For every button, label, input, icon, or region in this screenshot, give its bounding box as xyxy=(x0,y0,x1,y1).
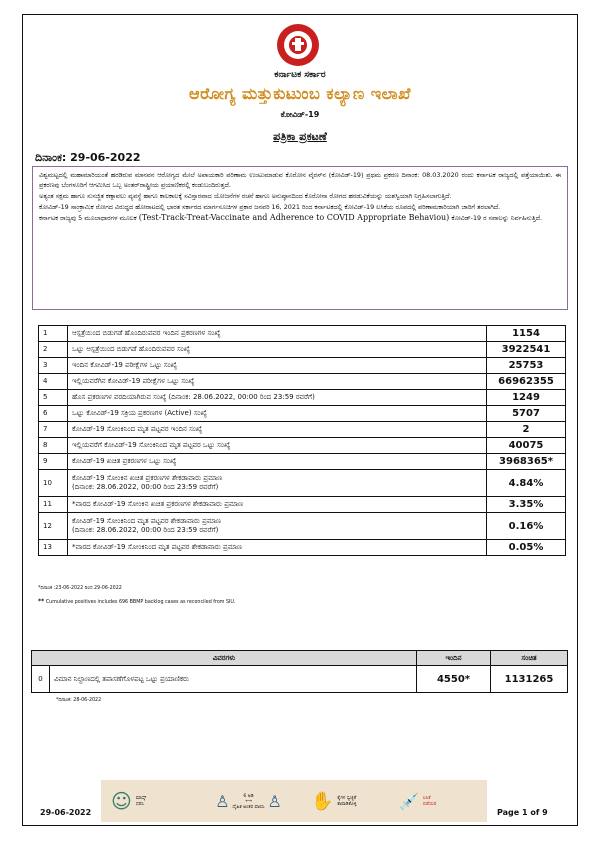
stats-row-value: 5707 xyxy=(487,406,566,422)
stats-row-number: 9 xyxy=(39,454,68,470)
stats-label-line-2: (ದಿನಾಂಕ: 28.06.2022, 00:00 ರಿಂದ 23:59 ರವರೆಗೆ) xyxy=(72,483,219,491)
summary-row-cumulative: 1131265 xyxy=(491,666,568,693)
stats-row-label xyxy=(68,422,487,438)
summary-row-today: 4550* xyxy=(417,666,491,693)
stats-row-label xyxy=(68,342,487,358)
stats-row-label xyxy=(68,513,487,540)
stats-row-label xyxy=(68,326,487,342)
department-title: ಆರೋಗ್ಯ ಮತ್ತುಕುಟುಂಬ ಕಲ್ಯಾಣ ಇಲಾಖೆ xyxy=(189,84,411,103)
karnataka-emblem-logo xyxy=(272,22,324,68)
weekly-footnote: *ದಿನಾಂಕ :23-06-2022 ರಿಂದ 29-06-2022 xyxy=(38,586,122,591)
stats-row xyxy=(39,422,566,438)
banner-distance-bottom: ದೈಹಿಕ ಅಂತರ ಪಾಲಿಸಿ xyxy=(232,804,265,810)
stats-row-number: 2 xyxy=(39,342,68,358)
stats-row xyxy=(39,470,566,497)
stats-row xyxy=(39,513,566,540)
stats-row-label xyxy=(68,454,487,470)
footnote-mark: ** xyxy=(38,598,45,605)
stats-label-line-1: ಒಟ್ಟು ಆಸ್ಪತ್ರೆಯಿಂದ ಬಿಡುಗಡೆ ಹೊಂದಿರುವವರ ಸಂಖ್ಯೆ xyxy=(72,345,191,353)
stats-row-value: 66962355 xyxy=(487,374,566,390)
stats-row-number: 8 xyxy=(39,438,68,454)
stats-row-number: 4 xyxy=(39,374,68,390)
stats-row-value: 2 xyxy=(487,422,566,438)
stats-label-line-1: ಇಲ್ಲಿಯವರೆಗೆ ಕೋವಿಡ್-19 ಸೋಂಕಿನಿಂದ ಮೃತ ಪಟ್ಟವರ ಒಟ್ಟು ಸಂಖ್ಯೆ xyxy=(72,441,231,449)
intro-paragraph-3: ಕೋವಿಡ್-19 ಸಾಂಕ್ರಾಮಿಕ ರೋಗದ ವಿರುದ್ಧದ ಹೋರಾಟದಲ್ಲಿ ಭಾರತ ಸರ್ಕಾರದ ಮಾರ್ಗಸೂಚಿಗಳ ಪ್ರಕಾರ ಜನವರಿ 16, 2021 ರಿಂದ ಕರ್ನಾಟಕದಲ್ಲಿ ಕೋವಿಡ್-19 ಲಸಿಕೆಯ ರೂಪದಲ್ಲಿ ಪರಿಣಾಮಕಾರಿಯಾಗಿ ಜಾರಿಗೆ ತರಲಾಗಿದೆ. xyxy=(39,203,501,211)
covid-subtitle: ಕೋವಿಡ್-19 xyxy=(280,110,320,119)
stats-row-number: 3 xyxy=(39,358,68,374)
intro-paragraph-2: ಅತ್ಯಂತ ಸಕ್ಷಮ ಹಾಗೂ ಸುಸಜ್ಜಿತ ಕಣ್ಗಾವಲು ವ್ಯವಸ್ಥೆ ಹಾಗೂ ಕಾಲಕಾಲಕ್ಕೆ ಸವಿಸ್ತಾರವಾದ ಯೋಜನೆಗಳ ರಚನೆ ಹಾಗೂ ಅನುಷ್ಠಾನದಿಂದ ಕೊರೋನಾ ರೋಗದ ಹರಡುವಿಕೆಯನ್ನು ಯಶಸ್ವಿಯಾಗಿ ನಿಗ್ರಹಿಸಲಾಗುತ್ತಿದೆ. xyxy=(39,192,452,200)
page-current: 1 xyxy=(521,808,528,817)
stats-row-value: 1154 xyxy=(487,326,566,342)
stats-row xyxy=(39,454,566,470)
stats-row xyxy=(39,342,566,358)
stats-row-value: 3922541 xyxy=(487,342,566,358)
stats-row-value: 40075 xyxy=(487,438,566,454)
vaccine-icon: 💉 xyxy=(399,791,419,811)
stats-row-number: 1 xyxy=(39,326,68,342)
stats-row-label xyxy=(68,406,487,422)
stats-row-value: 3.35% xyxy=(487,497,566,513)
stats-row xyxy=(39,374,566,390)
stats-row-value: 4.84% xyxy=(487,470,566,497)
footnote-text: Cumulative positives includes 696 BBMP backlog cases as reconciled from SIU. xyxy=(45,600,236,605)
intro-box xyxy=(32,166,568,310)
banner-hands-bottom: ಕಾಪಾಡಿಕೊಳ್ಳಿ xyxy=(337,802,357,807)
banner-hands-top: ಕೈಗಳ ಸ್ವಚ್ಛತೆ xyxy=(337,796,357,801)
stats-row xyxy=(39,406,566,422)
intro-p4-english: (Test-Track-Treat-Vaccinate and Adherence to COVID Appropriate Behaviou) xyxy=(138,213,450,222)
stats-table xyxy=(38,325,566,556)
summary-header-cumulative: ಸಂಚಿತ xyxy=(491,651,568,666)
summary-row-number: 0 xyxy=(32,666,50,693)
summary-table xyxy=(31,650,568,693)
stats-row-value: 0.05% xyxy=(487,540,566,556)
summary-header-today: ಇಂದಿನ xyxy=(417,651,491,666)
stats-row-label xyxy=(68,390,487,406)
stats-label-line-1: ಇಲ್ಲಿಯವರೆಗಿನ ಕೋವಿಡ್-19 ಪರೀಕ್ಷೆಗಳ ಒಟ್ಟು ಸಂಖ್ಯೆ xyxy=(72,377,195,385)
stats-row-number: 12 xyxy=(39,513,68,540)
person-icon: ♙ xyxy=(215,791,230,811)
summary-row-label: ವಿಮಾನ ನಿಲ್ದಾಣದಲ್ಲಿ ತಪಾಸಣೆಗೊಳಪಟ್ಟ ಒಟ್ಟು ಪ್ರಯಾಣಿಕರು xyxy=(50,666,417,693)
press-release-heading: ಪತ್ರಿಕಾ ಪ್ರಕಟಣೆ xyxy=(273,130,327,143)
mask-icon: ☺ xyxy=(111,789,132,813)
stats-row xyxy=(39,326,566,342)
stats-label-line-1: ಕೋವಿಡ್-19 ಖಚಿತ ಪ್ರಕರಣಗಳ ಒಟ್ಟು ಸಂಖ್ಯೆ xyxy=(72,457,177,465)
footer-page-number xyxy=(497,808,548,817)
banner-vaccine-top: ಲಸಿಕೆ xyxy=(422,796,431,801)
stats-row-number: 6 xyxy=(39,406,68,422)
banner-distance-item: ♙ 6 ಅಡಿ ⟷ ದೈಹಿಕ ಅಂತರ ಪಾಲಿಸಿ ♙ xyxy=(215,791,282,811)
person-icon: ♙ xyxy=(267,791,282,811)
stats-row-label xyxy=(68,470,487,497)
page-total: 9 xyxy=(542,808,548,817)
stats-row-value: 3968365* xyxy=(487,454,566,470)
intro-p4-tail: ಕೋವಿಡ್-19 ರ ಸವಾಲನ್ನು ನಿರ್ವಹಿಸುತ್ತಿದೆ. xyxy=(451,214,543,222)
stats-label-line-2: (ದಿನಾಂಕ: 28.06.2022, 00:00 ರಿಂದ 23:59 ರವರೆಗೆ) xyxy=(72,526,219,534)
stats-row-label xyxy=(68,374,487,390)
banner-mask-top: ಮಾಸ್ಕ್ xyxy=(135,796,147,801)
summary-header-details: ವಿವರಗಳು xyxy=(32,651,417,666)
stats-label-line-1: *ವಾರದ ಕೋವಿಡ್-19 ಸೋಂಕಿನ ಖಚಿತ ಪ್ರಕರಣಗಳ ಶೇಕಡಾವಾರು ಪ್ರಮಾಣ xyxy=(72,500,244,508)
summary-header-row xyxy=(32,651,568,666)
intro-p4-lead: ಕರ್ನಾಟಕ ರಾಜ್ಯವು 5 ಮೂಲಾಧಾರಗಳ ಮೂಲಕ xyxy=(39,214,137,222)
stats-label-line-1: *ವಾರದ ಕೋವಿಡ್-19 ಸೋಂಕಿನಿಂದ ಮೃತ ಪಟ್ಟವರ ಶೇಕಡಾವಾರು ಪ್ರಮಾಣ xyxy=(72,543,242,551)
stats-row xyxy=(39,540,566,556)
stats-row-label xyxy=(68,438,487,454)
stats-row-value: 25753 xyxy=(487,358,566,374)
banner-vaccine-bottom: ಪಡೆಯಿರಿ xyxy=(422,802,437,807)
stats-row-label xyxy=(68,358,487,374)
stats-label-line-1: ಇಂದಿನ ಕೋವಿಡ್-19 ಪರೀಕ್ಷೆಗಳ ಒಟ್ಟು ಸಂಖ್ಯೆ xyxy=(72,361,178,369)
stats-row-number: 13 xyxy=(39,540,68,556)
stats-row xyxy=(39,390,566,406)
government-title: ಕರ್ನಾಟಕ ಸರ್ಕಾರ xyxy=(274,70,326,80)
page-prefix: Page xyxy=(497,808,522,817)
stats-row xyxy=(39,497,566,513)
stats-label-line-1: ಆಸ್ಪತ್ರೆಯಿಂದ ಬಿಡುಗಡೆ ಹೊಂದಿರುವವರ ಇಂದಿನ ಪ್ರಕರಣಗಳ ಸಂಖ್ಯೆ xyxy=(72,329,221,337)
stats-row xyxy=(39,358,566,374)
page-of: of xyxy=(527,808,543,817)
stats-row-value: 0.16% xyxy=(487,513,566,540)
intro-paragraph-4 xyxy=(39,213,561,223)
handwash-icon: ✋ xyxy=(311,790,334,812)
stats-row-label xyxy=(68,540,487,556)
stats-label-line-1: ಕೋವಿಡ್-19 ಸೋಂಕಿನ ಖಚಿತ ಪ್ರಕರಣಗಳ ಶೇಕಡಾವಾರು ಪ್ರಮಾಣ xyxy=(72,474,223,482)
stats-row-number: 11 xyxy=(39,497,68,513)
banner-distance-top: 6 ಅಡಿ xyxy=(243,793,254,799)
stats-label-line-1: ಕೋವಿಡ್-19 ಸೋಂಕಿನಿಂದ ಮೃತ ಪಟ್ಟವರ ಶೇಕಡಾವಾರು ಪ್ರಮಾಣ xyxy=(72,517,222,525)
summary-row xyxy=(32,666,568,693)
stats-row-label xyxy=(68,497,487,513)
banner-vaccine-item xyxy=(399,780,484,822)
intro-paragraph-1: ವಿಶ್ವಮಟ್ಟದಲ್ಲಿ ಮಹಾಮಾರಿಯಂತೆ ಹರಡಿರುವ ಮಾನವನ ಆರೋಗ್ಯದ ಮೇಲೆ ಅಪಾಯಕಾರಿ ಪರಿಣಾಮ ಉಂಟುಮಾಡುವ ಕೊರೋನ ವೈರಸ್‌ನ (ಕೋವಿಡ್-19) ಪ್ರಥಮ ಪ್ರಕರಣ ದಿನಾಂಕ: 08.03.2020 ರಂದು ಕರ್ನಾಟಕ ರಾಜ್ಯದಲ್ಲಿ ಪತ್ತೆಯಾಯಿತು. ಈ ಪ್ರಕರಣವು ಬೆಂಗಳೂರಿಗೆ ಆಗಮಿಸಿದ ಒಬ್ಬ ಅಂತರ್‌ರಾಷ್ಟ್ರೀಯ ಪ್ರಯಾಣಿಕರಲ್ಲಿ ಕಂಡುಬಂದಿರುತ್ತದೆ. xyxy=(39,171,561,189)
banner-mask-item xyxy=(111,780,191,822)
banner-hands-item xyxy=(311,780,391,822)
summary-date-note: *ದಿನಾಂಕ: 28-06-2022 xyxy=(56,698,102,703)
stats-row-number: 7 xyxy=(39,422,68,438)
banner-mask-bottom: ಧರಿಸಿ xyxy=(135,802,144,807)
stats-label-line-1: ಹೊಸ ಪ್ರಕರಣಗಳ ವರದಿಯಾಗಿರುವ ಸಂಖ್ಯೆ (ದಿನಾಂಕ: 28.06.2022, 00:00 ರಿಂದ 23:59 ರವರೆಗೆ) xyxy=(72,393,315,401)
cumulative-footnote xyxy=(38,598,235,605)
stats-row-number: 10 xyxy=(39,470,68,497)
stats-label-line-1: ಒಟ್ಟು ಕೋವಿಡ್-19 ಸಕ್ರಿಯ ಪ್ರಕರಣಗಳ (Active) ಸಂಖ್ಯೆ xyxy=(72,409,207,417)
release-date: ದಿನಾಂಕ: 29-06-2022 xyxy=(35,151,141,164)
covid-appropriate-behaviour-banner xyxy=(101,780,487,822)
stats-row-number: 5 xyxy=(39,390,68,406)
footer-date: 29-06-2022 xyxy=(40,808,92,817)
stats-label-line-1: ಕೋವಿಡ್-19 ಸೋಂಕಿನಿಂದ ಮೃತ ಪಟ್ಟವರ ಇಂದಿನ ಸಂಖ್ಯೆ xyxy=(72,425,203,433)
stats-row xyxy=(39,438,566,454)
stats-row-value: 1249 xyxy=(487,390,566,406)
